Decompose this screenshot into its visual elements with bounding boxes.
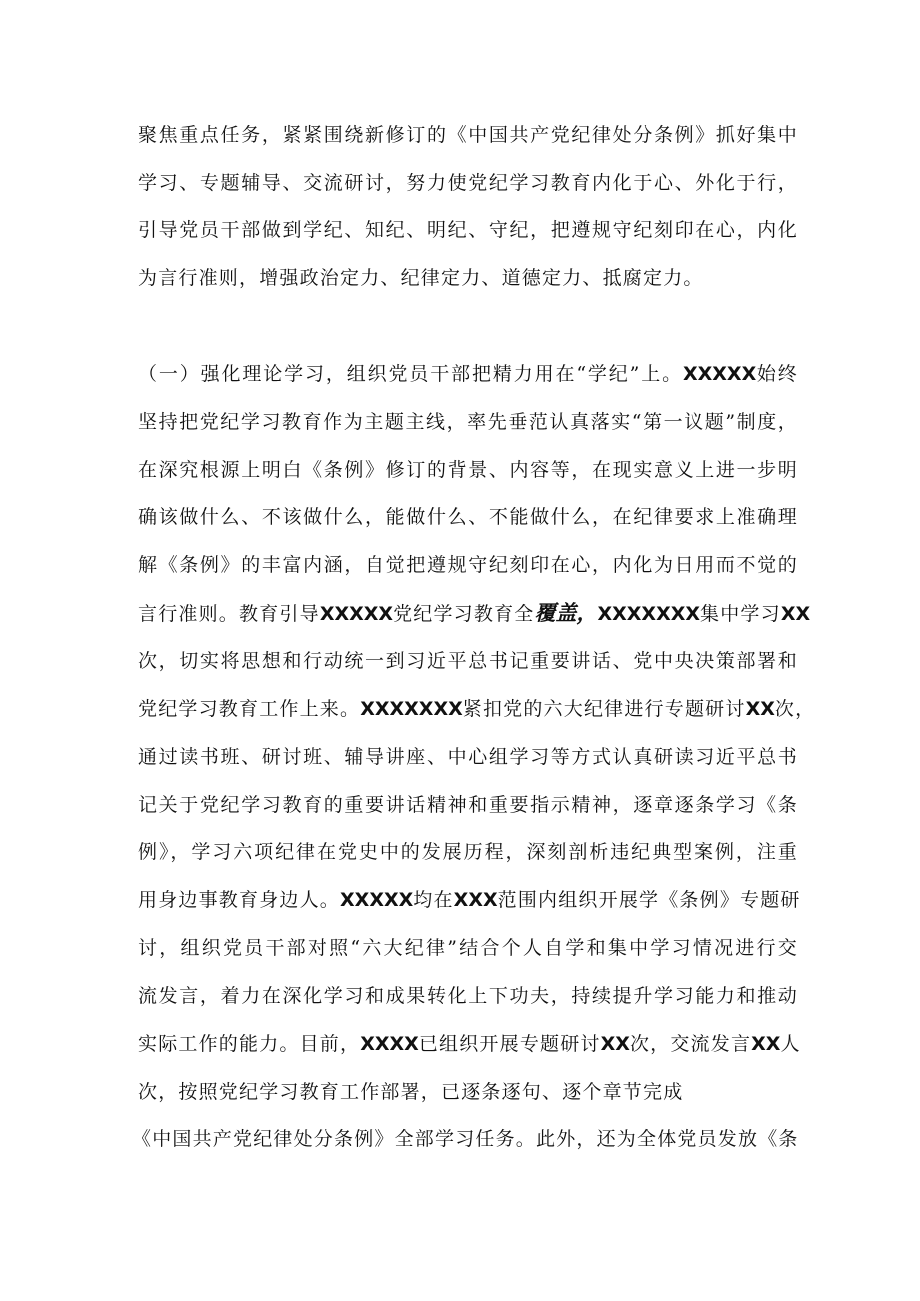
paragraph-2-line-6	[138, 599, 811, 628]
placeholder-text: XXXXX	[319, 603, 394, 625]
paragraph-1-line-3: 引导党员干部做到学纪、知纪、明纪、守纪，把遵规守纪刻印在心，内化	[138, 219, 798, 241]
paragraph-2-line-10: 记关于党纪学习教育的重要讲话精神和重要指示精神，逐章逐条学习《条	[138, 794, 798, 816]
text-run: 用身边事教育身边人。	[138, 889, 341, 911]
paragraph-2-line-12	[138, 886, 801, 914]
section-heading: （一）强化理论学习，组织党员干部把精力用在“学纪”上。	[138, 363, 683, 385]
paragraph-2-line-9: 通过读书班、研讨班、辅导讲座、中心组学习等方式认真研读习近平总书	[138, 746, 798, 768]
paragraph-2-line-8	[138, 695, 816, 723]
text-run: 实际工作的能力。目前，	[138, 1033, 361, 1055]
placeholder-text: XXXXX	[340, 889, 414, 911]
paragraph-2-line-13: 讨，组织党员干部对照“六大纪律”结合个人自学和集中学习情况进行交	[138, 937, 798, 959]
paragraph-2-line-5: 解《条例》的丰富内涵，自觉把遵规守纪刻印在心，内化为日用而不觉的	[138, 554, 798, 576]
text-run: 党纪学习教育全	[393, 603, 535, 625]
text-run: 均在	[413, 889, 454, 911]
paragraph-2-line-2: 坚持把党纪学习教育作为主题主线，率先垂范认真落实“第一议题”制度，	[138, 411, 798, 433]
placeholder-text: XX	[745, 698, 775, 720]
placeholder-text: XXXXX	[682, 363, 757, 385]
text-run: 紧扣党的六大纪律进行专题研讨	[462, 698, 746, 720]
placeholder-text: XX	[780, 603, 811, 625]
paragraph-1-line-1: 聚焦重点任务，紧紧围绕新修订的《中国共产党纪律处分条例》抓好集中	[138, 124, 798, 146]
text-run: 始终	[756, 363, 798, 385]
paragraph-2-line-15	[138, 1030, 801, 1058]
paragraph-2-line-17: 《中国共产党纪律处分条例》全部学习任务。此外，还为全体党员发放《条	[132, 1128, 799, 1150]
text-run: 言行准则。教育引导	[138, 603, 320, 625]
placeholder-text: XX	[600, 1033, 630, 1055]
paragraph-2-line-11: 例》，学习六项纪律在党史中的发展历程，深刻剖析违纪典型案例，注重	[138, 841, 798, 863]
paragraph-2-line-14: 流发言，着力在深化学习和成果转化上下功夫，持续提升学习能力和推动	[138, 985, 798, 1007]
paragraph-2-line-7: 次，切实将思想和行动统一到习近平总书记重要讲话、党中央决策部署和	[138, 650, 798, 672]
placeholder-text: XXXXXXX	[360, 698, 463, 720]
paragraph-2-line-3: 在深究根源上明白《条例》修订的背景、内容等，在现实意义上进一步明	[138, 459, 798, 481]
placeholder-text: XXXX	[360, 1033, 419, 1055]
text-run: 党纪学习教育工作上来。	[138, 698, 361, 720]
paragraph-2-line-4: 确该做什么、不该做什么，能做什么、不能做什么，在纪律要求上准确理	[138, 506, 798, 528]
text-run: 范围内组织开展学《条例》专题研	[497, 889, 801, 911]
text-run: 人	[780, 1033, 801, 1055]
paragraph-2-line-1	[138, 360, 798, 388]
emphasized-text: 覆盖，	[534, 601, 598, 625]
text-run: 已组织开展专题研讨	[418, 1033, 601, 1055]
paragraph-1-line-4: 为言行准则，增强政治定力、纪律定力、道德定力、抵腐定力。	[138, 267, 704, 289]
placeholder-text: XX	[751, 1033, 781, 1055]
text-run: 集中学习	[700, 603, 781, 625]
paragraph-2-line-16: 次，按照党纪学习教育工作部署，已逐条逐句、逐个章节完成	[138, 1081, 684, 1103]
paragraph-1-line-2: 学习、专题辅导、交流研讨，努力使党纪学习教育内化于心、外化于行，	[138, 172, 798, 194]
text-run: 次，	[774, 698, 816, 720]
placeholder-text: XXX	[453, 889, 498, 911]
placeholder-text: XXXXXXX	[597, 603, 701, 625]
text-run: 次，交流发言	[629, 1033, 752, 1055]
